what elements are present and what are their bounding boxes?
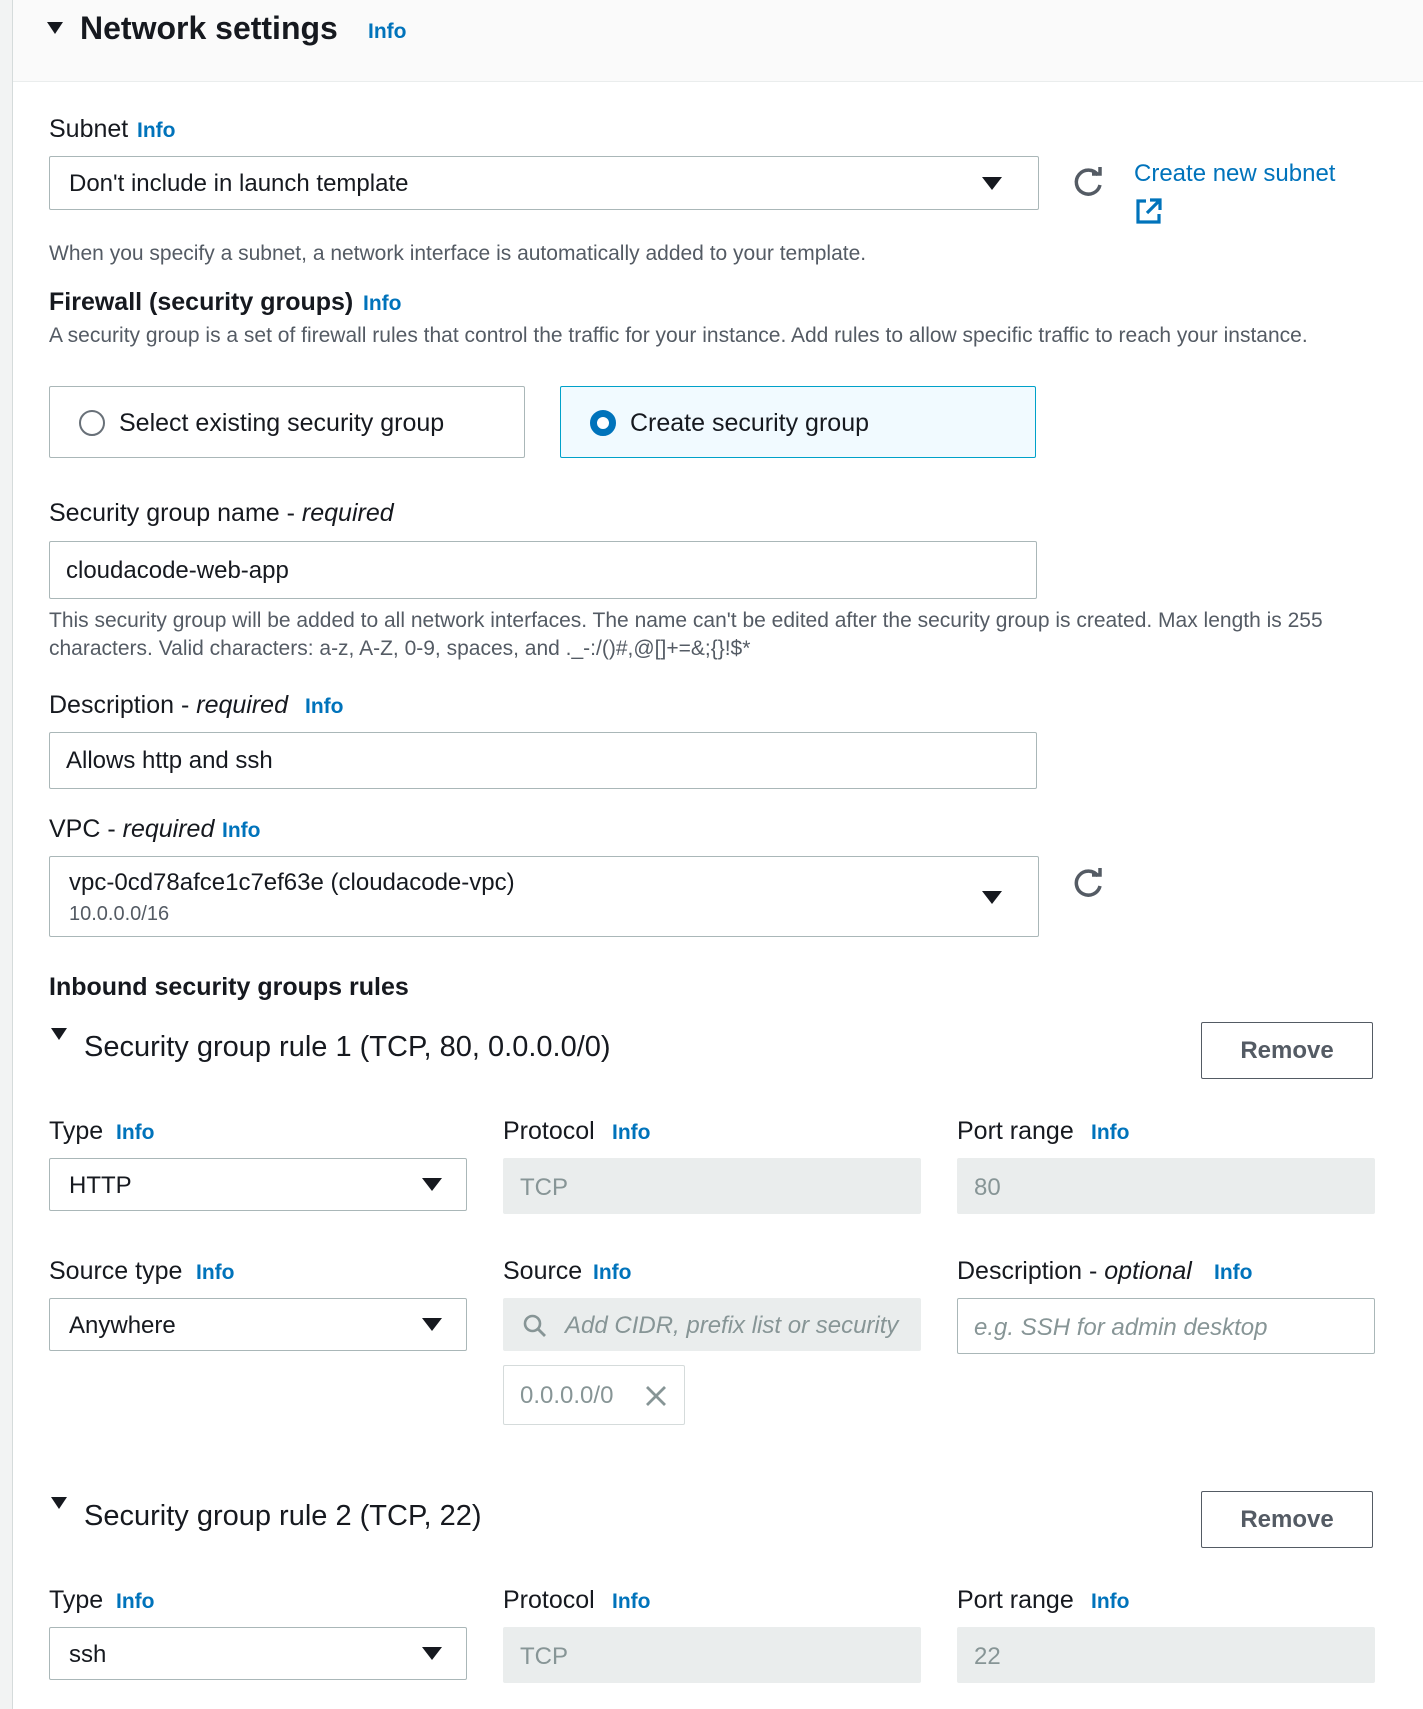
rule1-desc-label-text: Description - [957,1257,1105,1285]
refresh-icon[interactable] [1071,866,1105,900]
sg-desc-info-link[interactable]: Info [305,695,344,718]
subnet-select-value: Don't include in launch template [69,170,409,197]
sg-name-hint: This security group will be added to all network interfaces. The name can't be edited after the security group is created. Max length is 255 characters. Valid characters: a-z, A-Z, 0-9, spaces, and ._-:/()#,@[]+=&;{}!$* [49,609,1323,660]
select-existing-sg-option[interactable] [49,386,525,458]
rule1-type-select[interactable] [49,1158,467,1211]
rule2-type-select[interactable] [49,1627,467,1680]
firewall-info-link[interactable]: Info [363,292,402,315]
rule2-port-field [957,1627,1375,1683]
rule1-desc-input[interactable] [957,1298,1375,1354]
firewall-description: A security group is a set of firewall rules that control the traffic for your instance. Add rules to allow specific traffic to reach your instance. [49,324,1308,347]
chevron-down-icon [982,891,1002,904]
rule2-port-info[interactable]: Info [1091,1590,1130,1613]
rule2-type-info[interactable]: Info [116,1590,155,1613]
vpc-select[interactable] [49,856,1039,937]
sg-desc-label-text: Description - [49,691,197,719]
network-settings-panel [12,0,1423,1709]
firewall-label: Firewall (security groups) [49,288,354,316]
search-icon [522,1313,548,1339]
option-create-label: Create security group [630,409,870,437]
create-sg-option[interactable] [560,386,1036,458]
rule2-type-value: ssh [69,1641,107,1668]
rule1-type-label: Type [49,1117,104,1145]
inbound-title: Inbound security groups rules [49,973,409,1001]
sg-desc-value: Allows http and ssh [66,747,273,774]
vpc-cidr: 10.0.0.0/16 [69,903,170,925]
close-icon[interactable] [644,1384,668,1408]
rule2-type-label: Type [49,1586,104,1614]
sg-desc-input[interactable] [49,732,1037,789]
rule1-port-value: 80 [974,1174,1001,1201]
rule1-type-info[interactable]: Info [116,1121,155,1144]
vpc-required: required [122,815,215,843]
rule2-port-value: 22 [974,1643,1001,1670]
rule1-protocol-info[interactable]: Info [612,1121,651,1144]
sg-name-input[interactable] [49,541,1037,599]
rule1-source-token [503,1365,685,1425]
rule1-port-info[interactable]: Info [1091,1121,1130,1144]
rule1-desc-info[interactable]: Info [1214,1261,1253,1284]
section-info-link[interactable]: Info [368,20,407,43]
chevron-down-icon [422,1318,442,1331]
rule1-desc-label [957,1257,1192,1286]
rule2-protocol-info[interactable]: Info [612,1590,651,1613]
rule2-protocol-value: TCP [520,1643,568,1670]
radio-existing[interactable] [79,410,105,436]
rule1-source-type-label: Source type [49,1257,183,1285]
rule1-caret-icon[interactable] [51,1028,67,1040]
rule2-remove-button[interactable]: Remove [1201,1491,1373,1548]
rule1-type-value: HTTP [69,1172,132,1199]
create-new-subnet-link[interactable]: Create new subnet [1134,160,1336,187]
rule1-port-field [957,1158,1375,1214]
sg-name-label-text: Security group name - [49,499,302,527]
external-link-icon[interactable] [1134,196,1164,226]
rule1-desc-placeholder: e.g. SSH for admin desktop [974,1314,1268,1341]
refresh-icon[interactable] [1071,165,1105,199]
rule1-protocol-field [503,1158,921,1214]
rule1-source-type-info[interactable]: Info [196,1261,235,1284]
chevron-down-icon [422,1178,442,1191]
sg-desc-label [49,691,288,720]
rule1-title: Security group rule 1 (TCP, 80, 0.0.0.0/0) [84,1031,611,1063]
chevron-down-icon [422,1647,442,1660]
vpc-info-link[interactable]: Info [222,819,261,842]
subnet-hint: When you specify a subnet, a network interface is automatically added to your template. [49,242,867,265]
vpc-label [49,815,214,844]
vpc-label-text: VPC - [49,815,123,843]
rule1-source-type-select[interactable] [49,1298,467,1351]
subnet-info-link[interactable]: Info [137,119,176,142]
rule1-source-placeholder: Add CIDR, prefix list or security [565,1312,899,1339]
rule2-port-label: Port range [957,1586,1074,1614]
rule1-source-input[interactable] [503,1298,921,1351]
chevron-down-icon [982,177,1002,190]
sg-name-value: cloudacode-web-app [66,557,289,584]
sg-desc-required: required [196,691,288,719]
subnet-label: Subnet [49,115,129,143]
collapse-caret-icon[interactable] [47,22,63,34]
sg-name-label [49,499,394,528]
vpc-select-value: vpc-0cd78afce1c7ef63e (cloudacode-vpc) [69,869,515,896]
radio-create[interactable] [590,410,616,436]
rule1-source-label: Source [503,1257,583,1285]
sg-name-required: required [301,499,394,527]
rule1-desc-optional: optional [1104,1257,1192,1285]
section-title: Network settings [80,10,338,46]
rule2-protocol-field [503,1627,921,1683]
rule2-protocol-label: Protocol [503,1586,595,1614]
rule1-source-info[interactable]: Info [593,1261,632,1284]
rule2-caret-icon[interactable] [51,1497,67,1509]
rule2-title: Security group rule 2 (TCP, 22) [84,1500,482,1532]
rule1-source-token-value: 0.0.0.0/0 [520,1382,614,1409]
rule1-protocol-value: TCP [520,1174,568,1201]
option-existing-label: Select existing security group [119,409,445,437]
subnet-select[interactable] [49,156,1039,210]
rule1-source-type-value: Anywhere [69,1312,176,1339]
rule1-port-label: Port range [957,1117,1074,1145]
rule1-protocol-label: Protocol [503,1117,595,1145]
rule1-remove-button[interactable]: Remove [1201,1022,1373,1079]
